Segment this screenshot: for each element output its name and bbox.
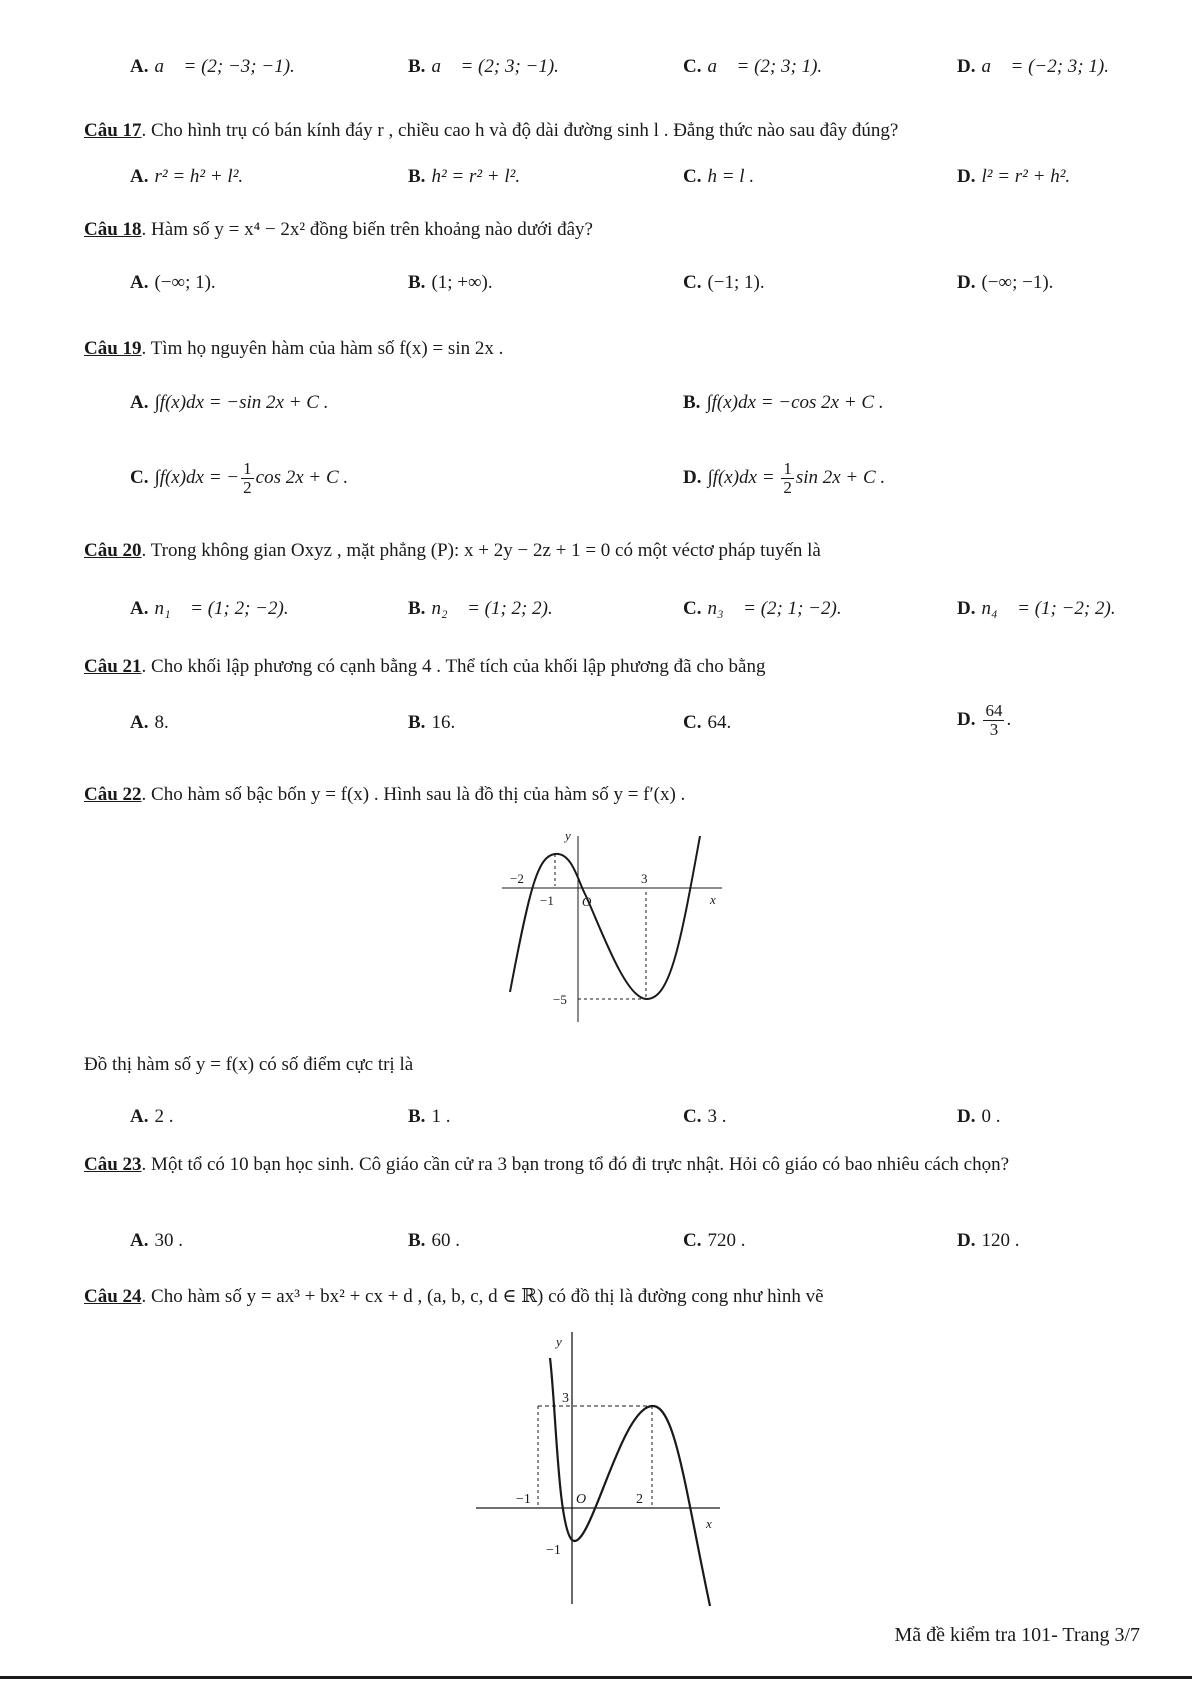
question-number: Câu 20 <box>84 540 142 561</box>
q18-option-b: B. (1; +∞). <box>408 272 493 293</box>
question-stem: . Cho hình trụ có bán kính đáy r , chiều cao h và độ dài đường sinh l . Đẳng thức nào sau đây đúng? <box>141 120 899 141</box>
tick-label: 3 <box>562 1391 569 1406</box>
q19-option-b: B. ∫f(x)dx = −cos 2x + C . <box>683 392 884 413</box>
axis-label-y: y <box>565 828 571 843</box>
q16-option-b: B. a⃗ = (2; 3; −1). <box>408 56 559 77</box>
q19-option-d: D. ∫f(x)dx = $\frac{1}{2}$ sin 2x + C . <box>683 459 886 497</box>
question-22 <box>84 780 1144 810</box>
q23-options <box>0 1230 1192 1264</box>
origin-label: O <box>576 1492 587 1507</box>
q22-option-b: B. 1 . <box>408 1106 451 1127</box>
question-stem: . Cho hàm số y = ax³ + bx² + cx + d , (a, b, c, d ∈ ℝ) có đồ thị là đường cong như hình vẽ <box>141 1286 824 1307</box>
q17-option-c: C. h = l . <box>683 166 755 187</box>
cubic-curve <box>550 1358 710 1606</box>
question-23 <box>84 1150 1144 1180</box>
question-stem: . Tìm họ nguyên hàm của hàm số f(x) = sin 2x . <box>141 338 504 359</box>
question-24 <box>84 1282 1144 1312</box>
question-stem: . Một tổ có 10 bạn học sinh. Cô giáo cần cử ra 3 bạn trong tổ đó đi trực nhật. Hỏi cô giáo có bao nhiêu cách chọn? <box>141 1154 1009 1175</box>
q17-option-d: D. l² = r² + h². <box>957 166 1071 187</box>
q16-option-d: D. a⃗ = (−2; 3; 1). <box>957 56 1109 77</box>
q21-options <box>0 701 1192 762</box>
question-number: Câu 23 <box>84 1154 142 1175</box>
question-number: Câu 19 <box>84 338 142 359</box>
question-stem: . Cho khối lập phương có cạnh bằng 4 . Thể tích của khối lập phương đã cho bằng <box>141 656 766 677</box>
origin-label: O <box>582 894 592 909</box>
fraction: $\frac{1}{2}$ <box>243 459 252 497</box>
q16-options <box>0 56 1192 90</box>
question-20 <box>84 536 1144 566</box>
q22-option-c: C. 3 . <box>683 1106 727 1127</box>
question-number: Câu 17 <box>84 120 142 141</box>
axis-label-x: x <box>710 892 716 907</box>
q17-options <box>0 166 1192 200</box>
q22-option-a: A. 2 . <box>130 1106 174 1127</box>
q17-option-b: B. h² = r² + l². <box>408 166 521 187</box>
tick-label: −1 <box>540 893 554 908</box>
q24-cubic-graph <box>470 1328 740 1608</box>
q21-option-c: C. 64. <box>683 712 732 733</box>
question-stem: . Cho hàm số bậc bốn y = f(x) . Hình sau là đồ thị của hàm số y = f′(x) . <box>141 784 686 805</box>
q21-option-d: D. $\frac{64}{3}$ . <box>957 701 1012 739</box>
bottom-divider <box>0 1676 1192 1679</box>
q19-option-a: A. ∫f(x)dx = −sin 2x + C . <box>130 392 329 413</box>
question-18 <box>84 215 1144 245</box>
tick-label: −5 <box>553 992 567 1007</box>
q23-option-d: D. 120 . <box>957 1230 1020 1251</box>
fraction: $\frac{1}{2}$ <box>783 459 792 497</box>
q20-option-a: A. n₁⃗ = (1; 2; −2). <box>130 598 289 619</box>
tick-label: 3 <box>641 871 648 886</box>
question-number: Câu 21 <box>84 656 142 677</box>
q16-option-c: C. a⃗ = (2; 3; 1). <box>683 56 823 77</box>
question-19 <box>84 334 1144 364</box>
question-number: Câu 18 <box>84 219 142 240</box>
tick-label: −2 <box>510 871 524 886</box>
q21-option-a: A. 8. <box>130 712 169 733</box>
axis-label-y: y <box>556 1334 562 1349</box>
question-stem: . Trong không gian Oxyz , mặt phẳng (P): x + 2y − 2z + 1 = 0 có một véctơ pháp tuyến là <box>141 540 821 561</box>
q22-options <box>0 1106 1192 1140</box>
q22-derivative-graph <box>500 826 740 1026</box>
q20-option-b: B. n₂⃗ = (1; 2; 2). <box>408 598 553 619</box>
question-17 <box>84 116 1144 146</box>
q21-option-b: B. 16. <box>408 712 456 733</box>
q18-option-c: C. (−1; 1). <box>683 272 765 293</box>
q22-option-d: D. 0 . <box>957 1106 1001 1127</box>
page-footer: Mã đề kiểm tra 101- Trang 3/7 <box>894 1624 1140 1646</box>
q23-option-c: C. 720 . <box>683 1230 746 1251</box>
q23-option-a: A. 30 . <box>130 1230 183 1251</box>
q20-options <box>0 598 1192 632</box>
q19-options-row1 <box>0 392 1192 426</box>
q18-options <box>0 272 1192 306</box>
fraction: $\frac{64}{3}$ <box>985 701 1003 739</box>
q18-option-a: A. (−∞; 1). <box>130 272 216 293</box>
q23-option-b: B. 60 . <box>408 1230 460 1251</box>
q19-option-c: C. ∫f(x)dx = − $\frac{1}{2}$ cos 2x + C . <box>130 459 349 497</box>
question-21 <box>84 652 1144 682</box>
q18-option-d: D. (−∞; −1). <box>957 272 1054 293</box>
axis-label-x: x <box>706 1516 712 1531</box>
tick-label: −1 <box>516 1492 531 1507</box>
question-number: Câu 22 <box>84 784 142 805</box>
tick-label: 2 <box>636 1492 643 1507</box>
q16-option-a: A. a⃗ = (2; −3; −1). <box>130 56 295 77</box>
q22-follow-up: Đồ thị hàm số y = f(x) có số điểm cực trị là <box>84 1054 414 1075</box>
question-stem: . Hàm số y = x⁴ − 2x² đồng biến trên khoảng nào dưới đây? <box>141 219 593 240</box>
q20-option-d: D. n₄⃗ = (1; −2; 2). <box>957 598 1116 619</box>
q19-options-row2 <box>0 460 1192 510</box>
question-number: Câu 24 <box>84 1286 142 1307</box>
q17-option-a: A. r² = h² + l². <box>130 166 244 187</box>
q20-option-c: C. n₃⃗ = (2; 1; −2). <box>683 598 842 619</box>
derivative-curve <box>510 836 700 999</box>
tick-label: −1 <box>546 1543 561 1558</box>
